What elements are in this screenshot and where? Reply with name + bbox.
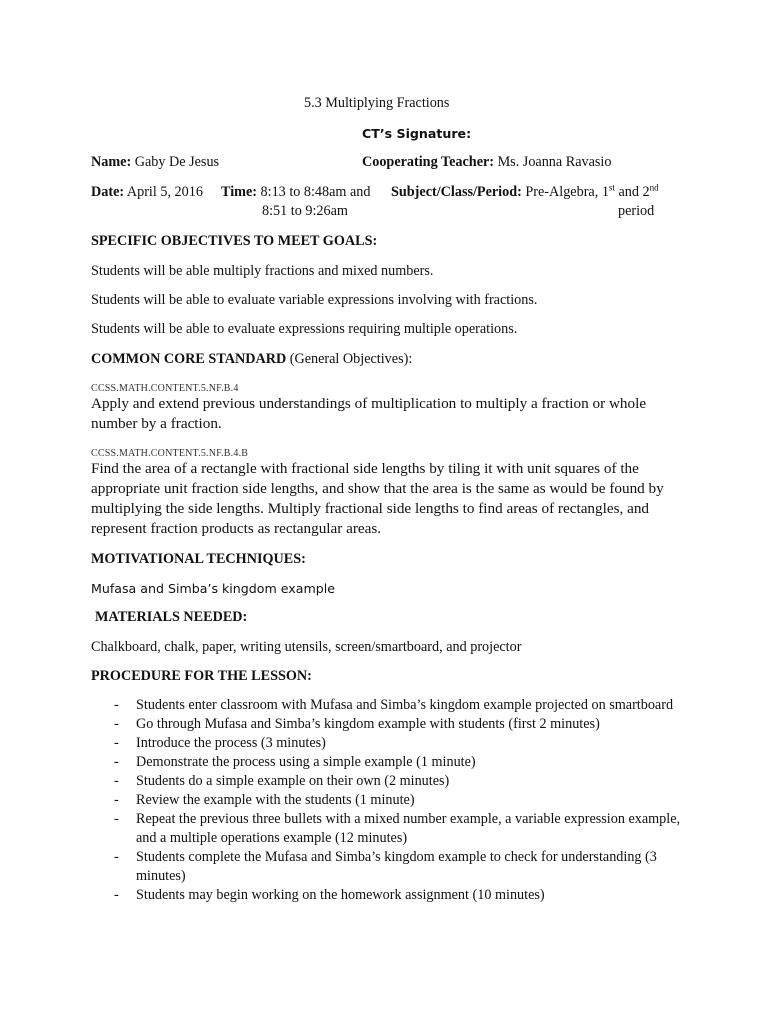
document-title: 5.3 Multiplying Fractions — [304, 95, 450, 111]
time-value-line2: 8:51 to 9:26am — [262, 203, 348, 219]
objective-item-1: Students will be able multiply fractions and mixed numbers. — [91, 263, 434, 279]
materials-heading: MATERIALS NEEDED: — [95, 609, 248, 625]
standard-code-1: CCSS.MATH.CONTENT.5.NF.B.4 — [91, 383, 239, 394]
materials-text: Chalkboard, chalk, paper, writing utensils, screen/smartboard, and projector — [91, 639, 522, 655]
date-field — [91, 183, 203, 202]
standard-text-2: Find the area of a rectangle with fractional side lengths by tiling it with unit squares of the appropriate unit fraction side lengths, and show that the area is the same as would be found by multiplying the side lengths. Multiply fractional side lengths to find areas of rectangles, and represent fraction products as rectangular areas. — [91, 460, 664, 537]
objectives-heading: SPECIFIC OBJECTIVES TO MEET GOALS: — [91, 233, 378, 249]
subject-value: Pre-Algebra, 1st and 2nd — [525, 182, 659, 200]
procedure-item: - Introduce the process (3 minutes) — [114, 735, 326, 751]
standard-heading-suffix: (General Objectives): — [286, 351, 413, 367]
procedure-item: - Students complete the Mufasa and Simba’s kingdom example to check for understanding (3 minutes) — [114, 849, 657, 884]
procedure-item: - Students may begin working on the homework assignment (10 minutes) — [114, 887, 545, 903]
standard-heading: COMMON CORE STANDARD — [91, 351, 287, 367]
procedure-item: - Repeat the previous three bullets with a mixed number example, a variable expression example, and a multiple operations example (12 minutes) — [114, 811, 681, 846]
date-value: April 5, 2016 — [126, 184, 203, 200]
name-value: Gaby De Jesus — [134, 154, 220, 170]
ct-signature-label: CT’s Signature: — [362, 126, 472, 141]
subject-field — [391, 183, 659, 202]
subject-label: Subject/Class/Period: — [391, 184, 522, 200]
cooperating-teacher-value: Ms. Joanna Ravasio — [497, 154, 612, 170]
procedure-item: - Go through Mufasa and Simba’s kingdom example with students (first 2 minutes) — [114, 716, 600, 732]
time-value-line1: 8:13 to 8:48am and — [260, 184, 371, 200]
motivation-text: Mufasa and Simba’s kingdom example — [91, 581, 335, 596]
procedure-heading: PROCEDURE FOR THE LESSON: — [91, 668, 312, 684]
cooperating-teacher-field — [362, 153, 611, 172]
standard-code-2: CCSS.MATH.CONTENT.5.NF.B.4.B — [91, 448, 249, 459]
name-label: Name: — [91, 154, 132, 170]
procedure-list — [91, 696, 691, 905]
procedure-item: - Students do a simple example on their own (2 minutes) — [114, 773, 450, 789]
procedure-item: - Students enter classroom with Mufasa and Simba’s kingdom example projected on smartboard — [114, 697, 674, 713]
objective-item-3: Students will be able to evaluate expressions requiring multiple operations. — [91, 321, 518, 337]
procedure-item: - Review the example with the students (1 minute) — [114, 792, 415, 808]
objective-item-2: Students will be able to evaluate variable expressions involving with fractions. — [91, 292, 538, 308]
time-field — [221, 183, 371, 202]
standard-text-1: Apply and extend previous understandings of multiplication to multiply a fraction or whole number by a fraction. — [91, 395, 647, 432]
time-label: Time: — [221, 184, 257, 200]
standard-heading-line — [91, 350, 412, 369]
date-label: Date: — [91, 184, 125, 200]
motivation-heading: MOTIVATIONAL TECHNIQUES: — [91, 551, 306, 567]
subject-value-line2: period — [618, 203, 655, 219]
name-field — [91, 153, 219, 172]
cooperating-teacher-label: Cooperating Teacher: — [362, 154, 495, 170]
procedure-item: - Demonstrate the process using a simple example (1 minute) — [114, 754, 476, 770]
